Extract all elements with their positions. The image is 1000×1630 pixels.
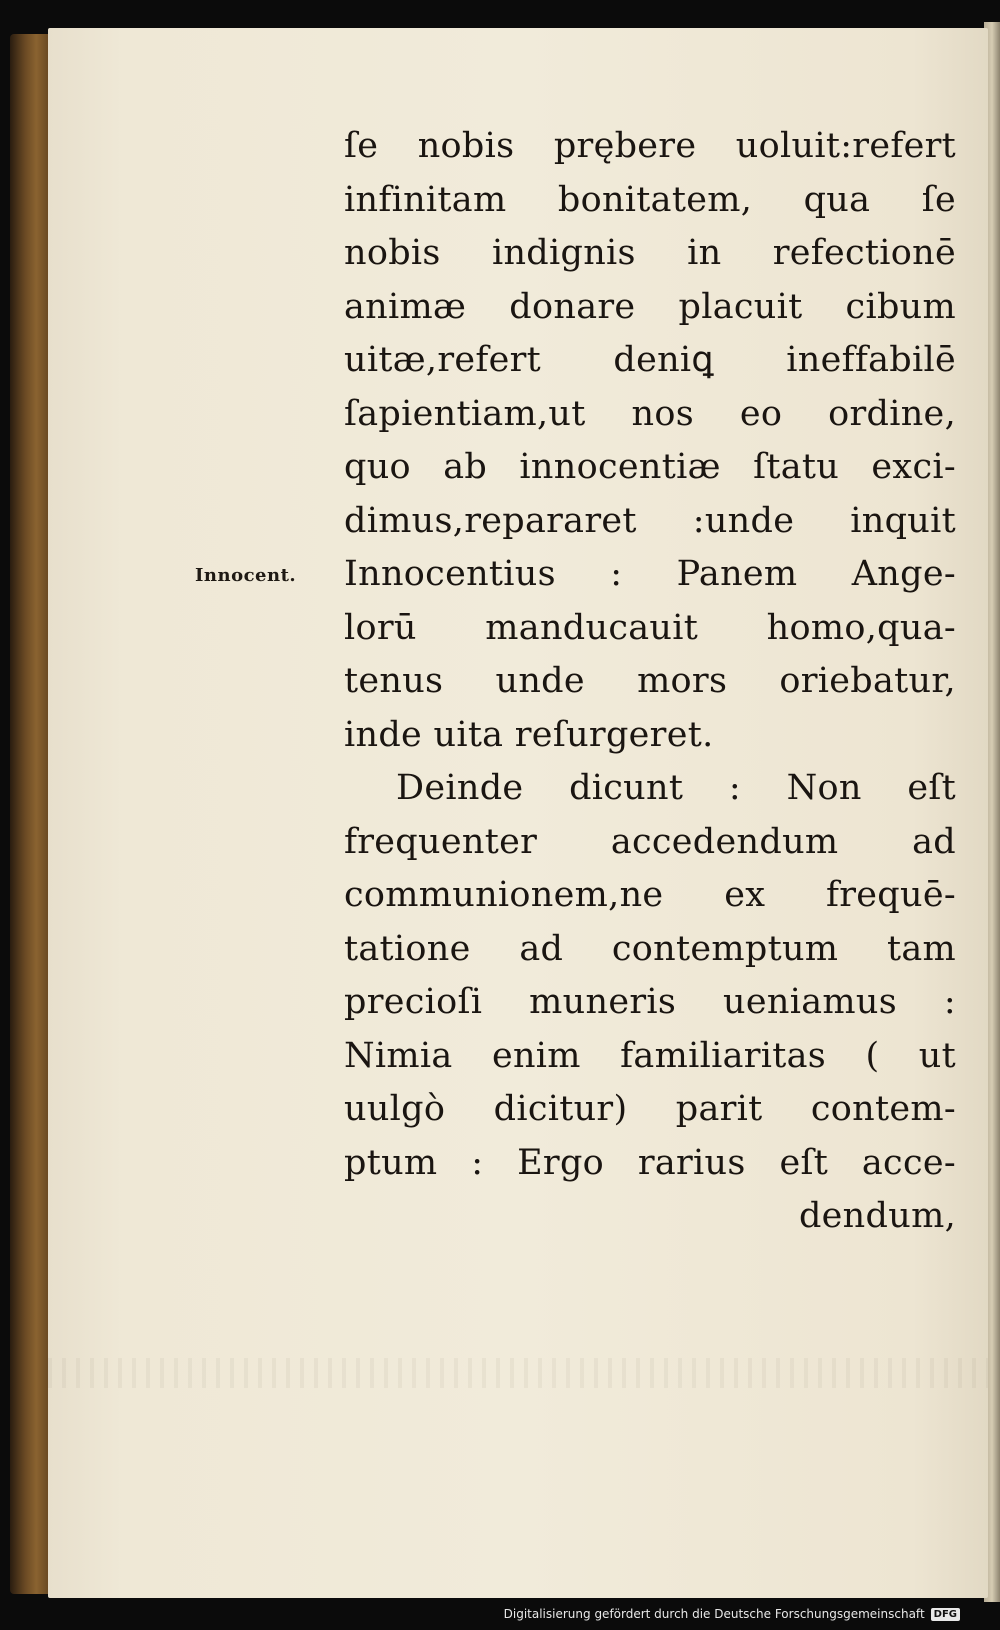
text-line: frequenter accedendum ad: [344, 821, 956, 862]
body-text: [344, 120, 956, 1244]
text-line: inde uita reſurgeret.: [344, 714, 714, 755]
text-line: lorū manducauit homo,qua-: [344, 607, 956, 648]
text-line: Nimia enim familiaritas ( ut: [344, 1035, 956, 1076]
text-line: ſe nobis prębere uoluit:refert: [344, 126, 956, 166]
text-line: Deinde dicunt : Non eſt: [396, 768, 956, 808]
text-line: ptum : Ergo rarius eſt acce-: [344, 1142, 956, 1183]
text-line: uulgò dicitur) parit contem-: [344, 1089, 956, 1129]
text-line: tenus unde mors oriebatur,: [344, 661, 956, 701]
catchword: dendum,: [798, 1196, 956, 1236]
text-line: quo ab innocentiæ ſtatu exci-: [344, 447, 956, 487]
text-line: nobis indignis in refectionē: [344, 233, 956, 273]
text-line: communionem,ne ex frequē-: [344, 875, 956, 915]
text-line: Innocentius : Panem Ange-: [344, 554, 956, 594]
text-line: tatione ad contemptum tam: [344, 928, 956, 969]
dfg-logo: DFG: [931, 1608, 960, 1621]
text-line: precioſi muneris ueniamus :: [344, 982, 956, 1022]
text-line: ſapientiam,ut nos eo ordine,: [344, 393, 956, 434]
text-line: dimus,repararet :unde inquit: [344, 500, 956, 541]
text-line: uitæ,refert deniꝗ ineffabilē: [344, 340, 956, 380]
footer-text: Digitalisierung gefördert durch die Deutsche Forschungsgemeinschaft: [503, 1607, 925, 1621]
margin-note: Innocent.: [195, 565, 297, 586]
text-line: infinitam bonitatem, qua ſe: [344, 179, 956, 220]
digitization-footer: [504, 1604, 960, 1624]
text-line: animæ donare placuit cibum: [344, 286, 956, 327]
